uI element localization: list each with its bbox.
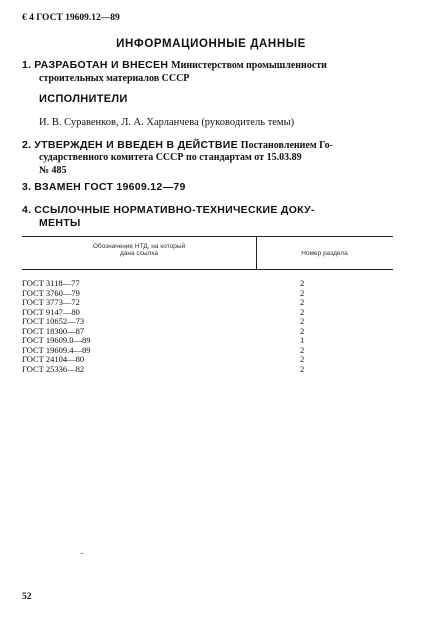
section-1-heading: РАЗРАБОТАН И ВНЕСЕН xyxy=(34,59,169,71)
table-row-doc: ГОСТ 3760—79 xyxy=(22,287,80,298)
table-header-rule xyxy=(22,269,393,270)
section-2-number: 2. xyxy=(22,139,32,151)
section-1-number: 1. xyxy=(22,59,32,71)
section-3-number: 3. xyxy=(22,181,32,193)
scan-speck xyxy=(81,553,83,554)
section-1-text-cont: строительных материалов СССР xyxy=(39,73,190,84)
table-row-doc: ГОСТ 9147—80 xyxy=(22,306,80,317)
page-header: € 4 ГОСТ 19609.12—89 xyxy=(22,13,120,23)
table-document-column xyxy=(22,279,91,374)
table-row-doc: ГОСТ 19609.4—89 xyxy=(22,344,91,355)
section-3 xyxy=(22,181,186,193)
section-2-text-cont: сударственного комитета СССР по стандартам от 15.03.89 xyxy=(39,152,302,163)
section-2-heading: УТВЕРЖДЕН И ВВЕДЕН В ДЕЙСТВИЕ xyxy=(34,139,238,151)
section-1 xyxy=(22,59,327,71)
table-row-doc: ГОСТ 18300—87 xyxy=(22,325,85,336)
section-4-heading-cont xyxy=(39,217,81,229)
table-row-doc: ГОСТ 10652—73 xyxy=(22,316,85,326)
table-row-section: 2 xyxy=(300,344,305,355)
performers-heading: ИСПОЛНИТЕЛИ xyxy=(39,93,128,105)
page-number: 52 xyxy=(22,592,32,602)
table-row-doc: ГОСТ 3118—77 xyxy=(22,278,80,288)
table-header-document-line2: дана ссылка xyxy=(120,250,158,257)
table-row-doc: ГОСТ 19609.0—89 xyxy=(22,335,91,345)
table-header-section: Номер раздела xyxy=(301,250,348,257)
table-row-section: 2 xyxy=(300,278,305,288)
section-2-text: Постановлением Го- xyxy=(240,140,333,151)
table-row-section: 2 xyxy=(300,287,305,298)
table-header-document xyxy=(22,243,256,257)
table-row-section: 2 xyxy=(300,297,305,307)
section-4-heading: ССЫЛОЧНЫЕ НОРМАТИВНО-ТЕХНИЧЕСКИЕ ДОКУ- xyxy=(34,204,315,216)
section-4 xyxy=(22,204,315,216)
table-row-doc: ГОСТ 24104—80 xyxy=(22,354,85,364)
table-row-section: 2 xyxy=(300,316,305,326)
section-4-heading-cont-text: МЕНТЫ xyxy=(39,217,81,229)
table-header-document-line1: Обозначение НТД, на который xyxy=(92,243,186,250)
section-2-decree-number: № 485 xyxy=(39,165,67,176)
table-row-section: 2 xyxy=(300,354,305,364)
document-title: ИНФОРМАЦИОННЫЕ ДАННЫЕ xyxy=(116,38,306,50)
section-1-text: Министерством промышленности xyxy=(171,60,327,71)
table-row-section: 2 xyxy=(300,363,305,374)
table-section-column xyxy=(300,279,304,374)
table-row-section: 2 xyxy=(300,325,305,336)
table-row-section: 1 xyxy=(300,335,305,345)
section-4-number: 4. xyxy=(22,204,32,216)
section-2 xyxy=(22,139,333,151)
table-row-section: 2 xyxy=(300,306,305,317)
table-top-rule xyxy=(22,236,393,237)
table-row-doc: ГОСТ 25336—82 xyxy=(22,363,85,374)
table-row-doc: ГОСТ 3773—72 xyxy=(22,297,80,307)
section-3-heading: ВЗАМЕН ГОСТ 19609.12—79 xyxy=(34,181,186,193)
performers-names: И. В. Суравенков, Л. А. Харланчева (руководитель темы) xyxy=(39,117,295,128)
